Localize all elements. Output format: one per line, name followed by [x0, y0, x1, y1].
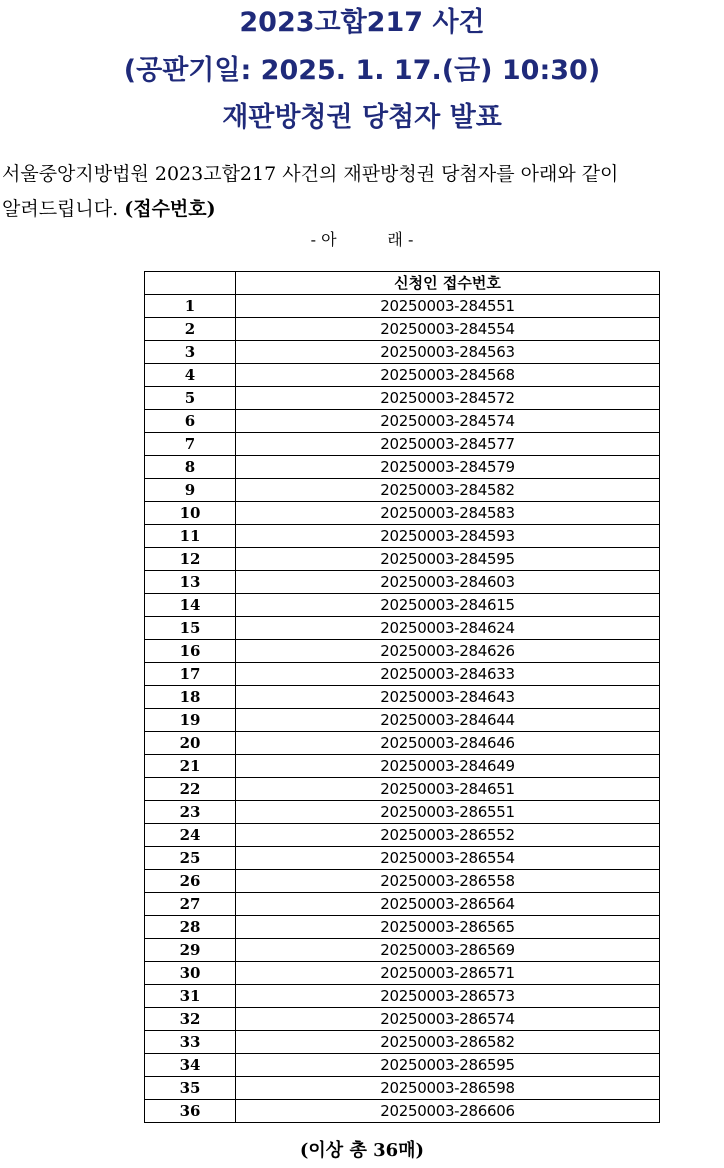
row-number: 34 — [145, 1054, 236, 1077]
receipt-number: 20250003-286551 — [236, 801, 660, 824]
row-number: 7 — [145, 433, 236, 456]
receipt-number: 20250003-284568 — [236, 364, 660, 387]
receipt-number: 20250003-284551 — [236, 295, 660, 318]
receipt-number: 20250003-286565 — [236, 916, 660, 939]
row-number: 4 — [145, 364, 236, 387]
receipt-number: 20250003-286571 — [236, 962, 660, 985]
table-row — [145, 824, 660, 847]
receipt-number: 20250003-284563 — [236, 341, 660, 364]
row-number: 9 — [145, 479, 236, 502]
table-row — [145, 686, 660, 709]
row-number: 35 — [145, 1077, 236, 1100]
table-row — [145, 594, 660, 617]
row-number: 20 — [145, 732, 236, 755]
table-row — [145, 893, 660, 916]
intro-line-1: 서울중앙지방법원 2023고합217 사건의 재판방청권 당첨자를 아래와 같이 — [2, 163, 619, 185]
table-row — [145, 801, 660, 824]
table-body — [145, 295, 660, 1123]
intro-paragraph — [2, 157, 724, 227]
row-number: 10 — [145, 502, 236, 525]
table-row — [145, 617, 660, 640]
receipt-number: 20250003-286606 — [236, 1100, 660, 1123]
table-header-row — [145, 272, 660, 295]
table-row — [145, 410, 660, 433]
table-row — [145, 479, 660, 502]
row-number: 26 — [145, 870, 236, 893]
receipt-number: 20250003-284644 — [236, 709, 660, 732]
table-header-index — [145, 272, 236, 295]
table-row — [145, 1100, 660, 1123]
receipt-number: 20250003-286582 — [236, 1031, 660, 1054]
intro-line-2-text: 알려드립니다. — [2, 198, 125, 220]
receipt-number: 20250003-284615 — [236, 594, 660, 617]
receipt-number: 20250003-284626 — [236, 640, 660, 663]
table-row — [145, 1077, 660, 1100]
receipt-number: 20250003-284649 — [236, 755, 660, 778]
receipt-number: 20250003-284603 — [236, 571, 660, 594]
row-number: 5 — [145, 387, 236, 410]
row-number: 25 — [145, 847, 236, 870]
table-header-code: 신청인 접수번호 — [236, 272, 660, 295]
table-row — [145, 870, 660, 893]
document-title-announcement: 재판방청권 당첨자 발표 — [222, 102, 502, 133]
receipt-number: 20250003-286573 — [236, 985, 660, 1008]
table-row — [145, 985, 660, 1008]
row-number: 32 — [145, 1008, 236, 1031]
receipt-number: 20250003-286595 — [236, 1054, 660, 1077]
receipt-number: 20250003-284574 — [236, 410, 660, 433]
row-number: 19 — [145, 709, 236, 732]
table-row — [145, 364, 660, 387]
row-number: 22 — [145, 778, 236, 801]
row-number: 8 — [145, 456, 236, 479]
row-number: 23 — [145, 801, 236, 824]
row-number: 21 — [145, 755, 236, 778]
table-row — [145, 1054, 660, 1077]
document-title-case-number: 2023고합217 사건 — [239, 7, 485, 38]
section-label: - 아 래 - — [310, 230, 414, 249]
table-row — [145, 387, 660, 410]
row-number: 28 — [145, 916, 236, 939]
table-row — [145, 341, 660, 364]
receipt-number: 20250003-284624 — [236, 617, 660, 640]
table-row — [145, 732, 660, 755]
receipt-number: 20250003-286552 — [236, 824, 660, 847]
table-row — [145, 548, 660, 571]
row-number: 18 — [145, 686, 236, 709]
receipt-number: 20250003-286554 — [236, 847, 660, 870]
receipt-number: 20250003-286574 — [236, 1008, 660, 1031]
row-number: 2 — [145, 318, 236, 341]
row-number: 13 — [145, 571, 236, 594]
row-number: 29 — [145, 939, 236, 962]
receipt-number: 20250003-284593 — [236, 525, 660, 548]
receipt-number: 20250003-284583 — [236, 502, 660, 525]
table-row — [145, 571, 660, 594]
table-row — [145, 525, 660, 548]
row-number: 15 — [145, 617, 236, 640]
row-number: 3 — [145, 341, 236, 364]
table-row — [145, 962, 660, 985]
receipt-number: 20250003-286558 — [236, 870, 660, 893]
table-row — [145, 640, 660, 663]
table-row — [145, 1031, 660, 1054]
receipt-number: 20250003-284633 — [236, 663, 660, 686]
receipt-number: 20250003-284554 — [236, 318, 660, 341]
table-row — [145, 1008, 660, 1031]
row-number: 12 — [145, 548, 236, 571]
intro-line-2 — [2, 192, 724, 227]
table-row — [145, 433, 660, 456]
row-number: 30 — [145, 962, 236, 985]
table-row — [145, 663, 660, 686]
receipt-number: 20250003-284577 — [236, 433, 660, 456]
row-number: 6 — [145, 410, 236, 433]
receipt-number: 20250003-286564 — [236, 893, 660, 916]
receipt-number: 20250003-284595 — [236, 548, 660, 571]
row-number: 16 — [145, 640, 236, 663]
row-number: 17 — [145, 663, 236, 686]
table-row — [145, 939, 660, 962]
row-number: 24 — [145, 824, 236, 847]
receipt-number: 20250003-286598 — [236, 1077, 660, 1100]
row-number: 33 — [145, 1031, 236, 1054]
table-row — [145, 318, 660, 341]
table-row — [145, 916, 660, 939]
row-number: 14 — [145, 594, 236, 617]
receipt-number: 20250003-286569 — [236, 939, 660, 962]
document-title-hearing-date: (공판기일: 2025. 1. 17.(금) 10:30) — [123, 55, 601, 86]
receipt-number: 20250003-284651 — [236, 778, 660, 801]
table-row — [145, 502, 660, 525]
row-number: 27 — [145, 893, 236, 916]
intro-line-2-bold: (접수번호) — [124, 198, 216, 220]
table-row — [145, 847, 660, 870]
receipt-number: 20250003-284579 — [236, 456, 660, 479]
table-row — [145, 709, 660, 732]
row-number: 31 — [145, 985, 236, 1008]
receipt-number: 20250003-284582 — [236, 479, 660, 502]
table-row — [145, 778, 660, 801]
table-row — [145, 755, 660, 778]
table-row — [145, 456, 660, 479]
receipt-number: 20250003-284572 — [236, 387, 660, 410]
receipt-number: 20250003-284643 — [236, 686, 660, 709]
row-number: 1 — [145, 295, 236, 318]
receipt-number: 20250003-284646 — [236, 732, 660, 755]
row-number: 36 — [145, 1100, 236, 1123]
footer-total: (이상 총 36매) — [299, 1140, 425, 1161]
table-row — [145, 295, 660, 318]
winners-table — [144, 271, 660, 1123]
row-number: 11 — [145, 525, 236, 548]
